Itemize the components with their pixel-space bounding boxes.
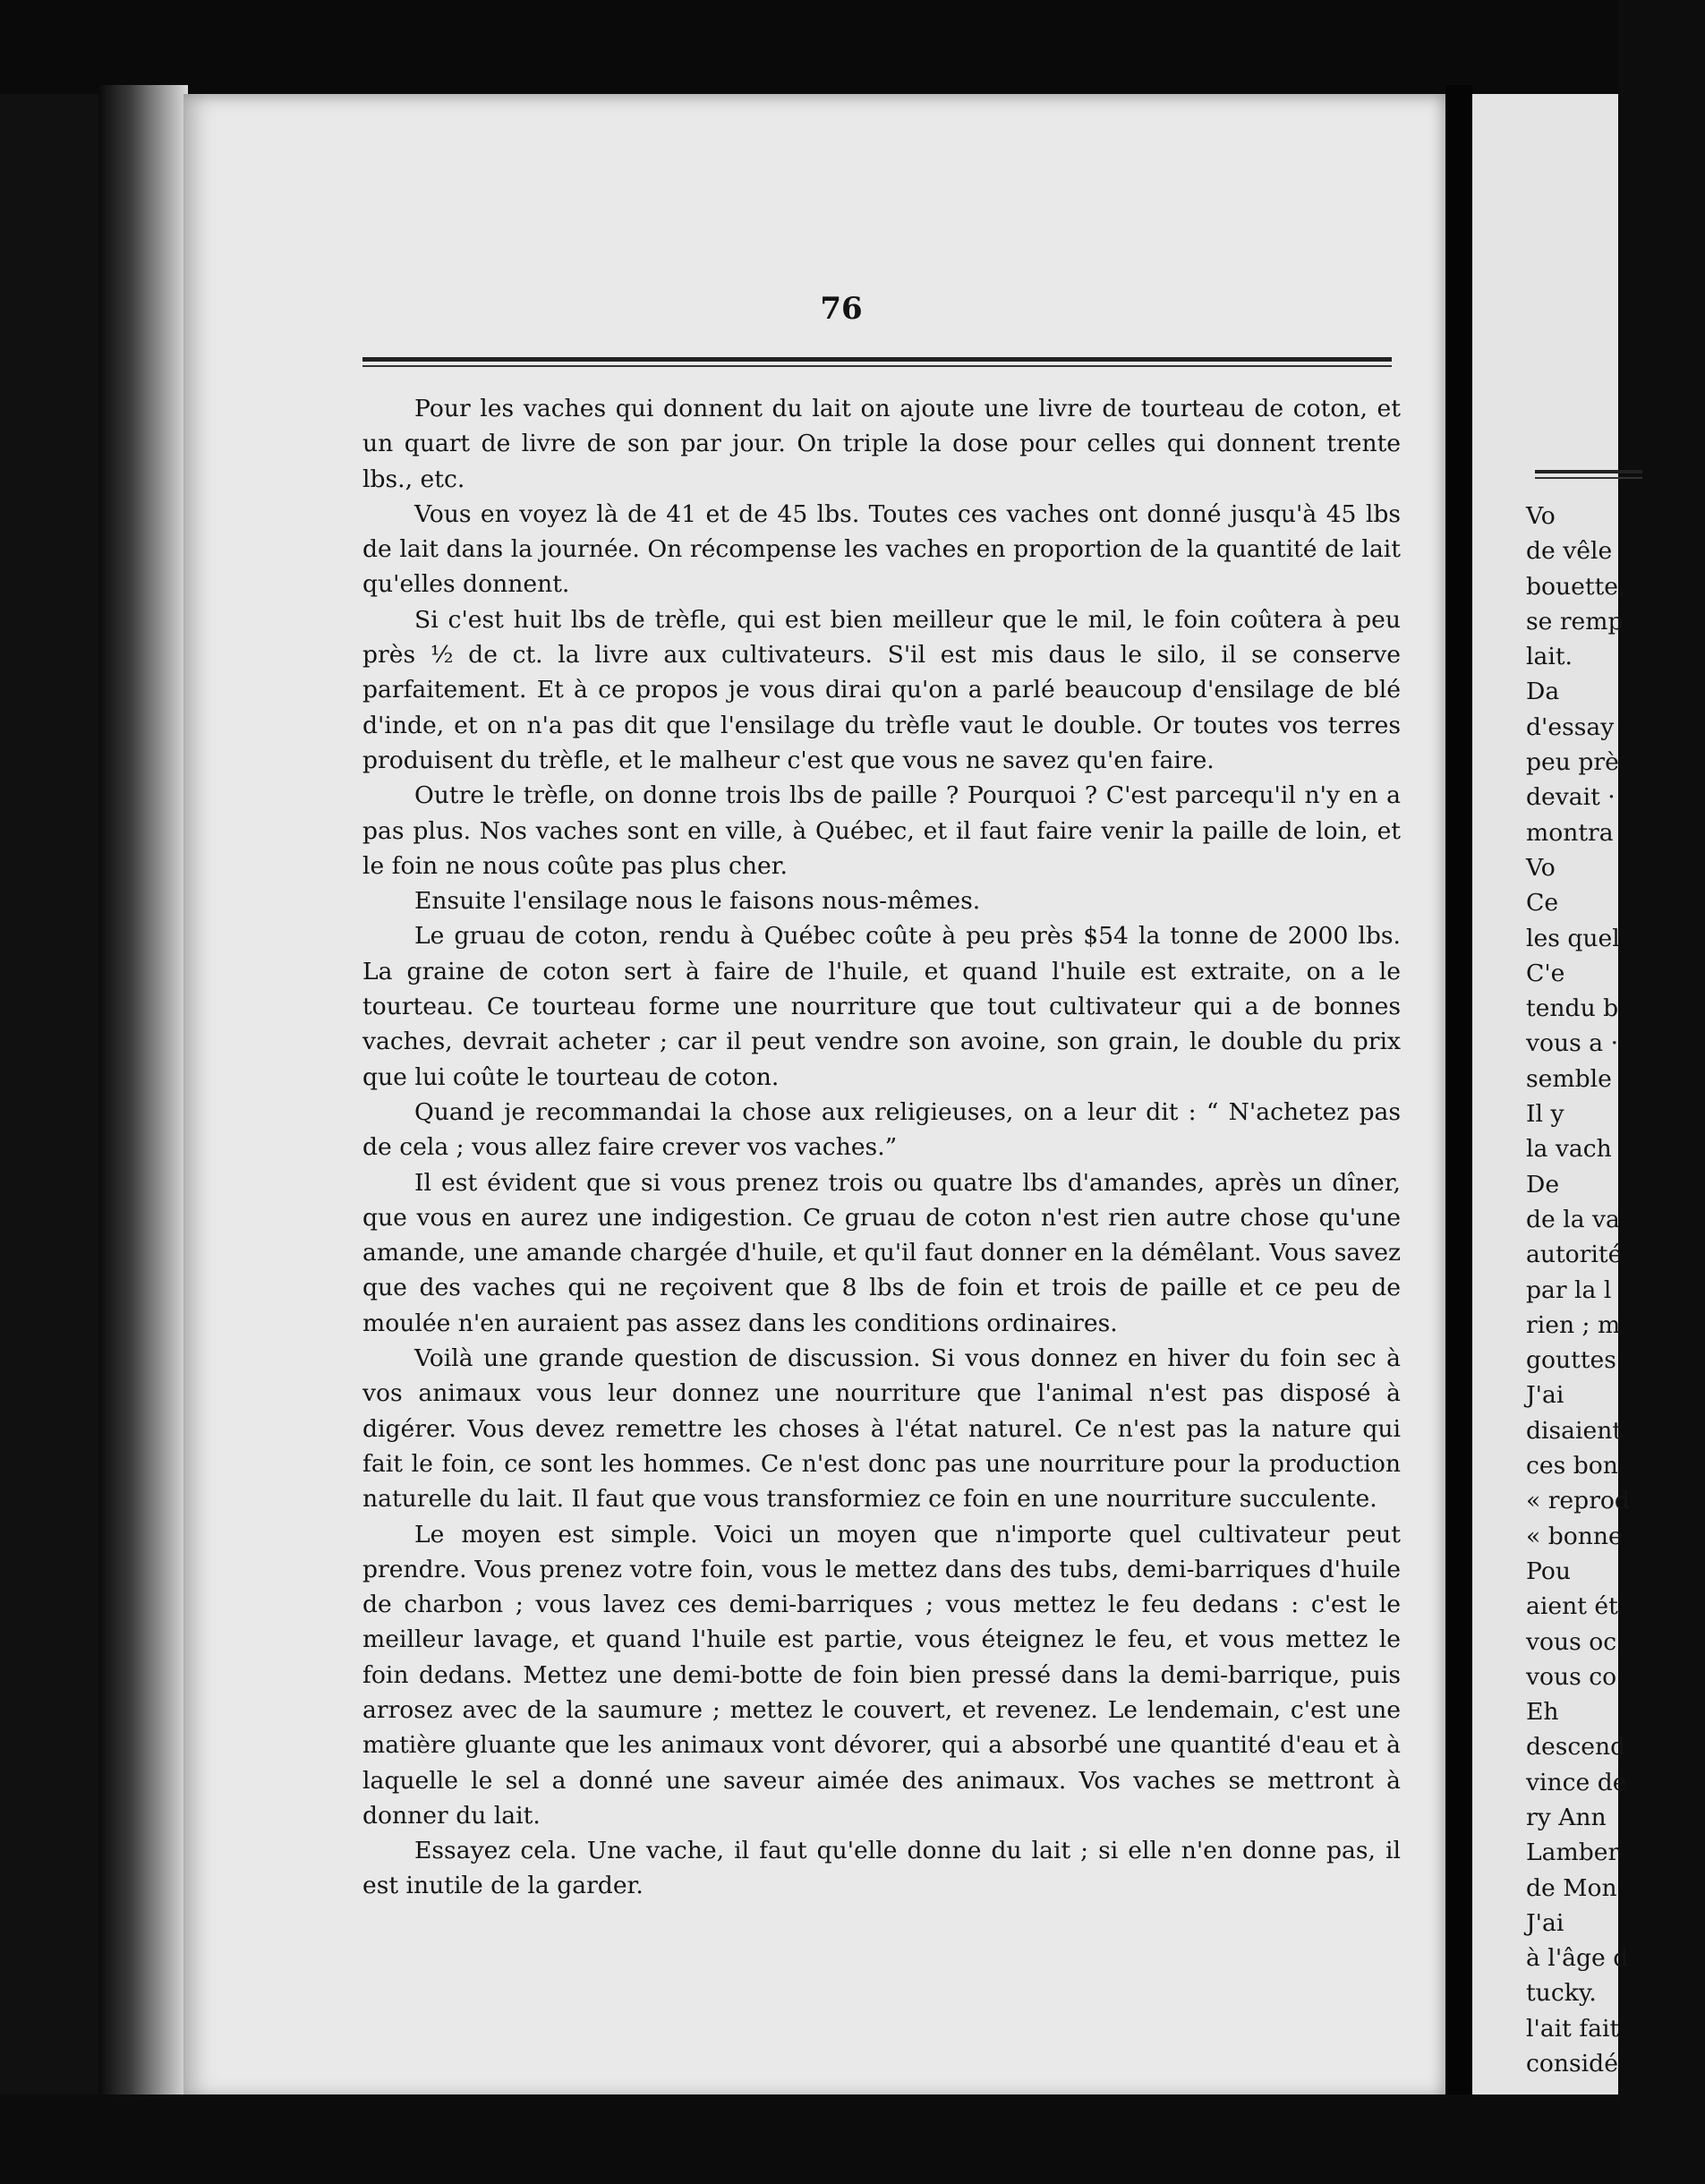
adjacent-line: à l'âge d bbox=[1526, 1944, 1629, 1973]
paragraph: Quand je recommandai la chose aux religieuses, on a leur dit : “ N'achetez pas de cela ; vous allez faire crever vos vaches.” bbox=[362, 1097, 1401, 1162]
adjacent-line: considé bbox=[1526, 2050, 1618, 2078]
page-number: 76 bbox=[820, 291, 863, 327]
adjacent-line: Vo bbox=[1526, 853, 1556, 882]
adjacent-line: bouette, bbox=[1526, 572, 1626, 601]
paragraph: Ensuite l'ensilage nous le faisons nous-mêmes. bbox=[414, 887, 981, 916]
adjacent-line: d'essay bbox=[1526, 712, 1615, 741]
adjacent-line: les quel bbox=[1526, 924, 1620, 952]
adjacent-line: J'ai bbox=[1526, 1908, 1564, 1937]
adjacent-line: vince de bbox=[1526, 1768, 1627, 1796]
paragraph: Il est évident que si vous prenez trois ou quatre lbs d'amandes, après un dîner, que vous en aurez une indigestion. Ce gruau de coton n'est rien autre chose qu'une amande, une amande chargée d'huile, et qu'il faut donner en la démêlant. Vous savez que des vaches qui ne reçoivent que 8 lbs de foin et trois de paille et ce peu de moulée n'en auraient pas assez dans les conditions ordinaires. bbox=[362, 1168, 1401, 1337]
adjacent-line: « bonne bbox=[1526, 1522, 1623, 1550]
scan-top-border bbox=[0, 0, 1618, 94]
adjacent-line: vous oc bbox=[1526, 1627, 1617, 1656]
adjacent-line: l'ait fait bbox=[1526, 2014, 1620, 2043]
book-left-edge bbox=[98, 85, 188, 2099]
adjacent-line: peu prè bbox=[1526, 748, 1619, 777]
adjacent-line: la vach bbox=[1526, 1135, 1612, 1164]
paragraph: Le moyen est simple. Voici un moyen que n'importe quel cultivateur peut prendre. Vous prenez votre foin, vous le mettez dans des tubs, demi-barriques d'huile de charbon ; vous lavez ces demi-barriques ; vous mettez le feu dedans : c'est le meilleur lavage, et quand l'huile est partie, vous éteignez le feu, et vous mettez le foin dedans. Mettez une demi-botte de foin bien pressé dans la demi-barrique, puis arrosez avec de la saumure ; mettez le couvert, et revenez. Le lendemain, c'est une matière gluante que les animaux vont dévorer, qui a absorbé une quantité d'eau et à laquelle le sel a donné une saveur aimée des animaux. Vos vaches se mettront à donner du lait. bbox=[362, 1520, 1401, 1830]
book-page bbox=[183, 94, 1445, 2099]
scan-bottom-border bbox=[0, 2094, 1618, 2184]
adjacent-line: « reprod bbox=[1526, 1487, 1630, 1515]
adjacent-line: ry Ann bbox=[1526, 1803, 1607, 1831]
adjacent-line: lait. bbox=[1526, 643, 1573, 671]
adjacent-page-text bbox=[1526, 499, 1705, 2081]
paragraph: Pour les vaches qui donnent du lait on ajoute une livre de tourteau de coton, et un quart de livre de son par jour. On triple la dose pour celles qui donnent trente lbs., etc. bbox=[362, 395, 1401, 493]
adjacent-line: vous a · bbox=[1526, 1029, 1619, 1058]
adjacent-line: Ce bbox=[1526, 889, 1559, 917]
adjacent-line: se remp bbox=[1526, 607, 1624, 636]
adjacent-line: descend bbox=[1526, 1733, 1626, 1762]
adjacent-line: vous co bbox=[1526, 1662, 1617, 1691]
adjacent-line: Il y bbox=[1526, 1100, 1564, 1129]
book-gutter bbox=[1445, 85, 1472, 2108]
paragraph: Essayez cela. Une vache, il faut qu'elle donne du lait ; si elle n'en donne pas, il est inutile de la garder. bbox=[362, 1837, 1401, 1900]
adjacent-line: gouttes bbox=[1526, 1346, 1616, 1375]
paragraph: Outre le trèfle, on donne trois lbs de paille ? Pourquoi ? C'est parcequ'il n'y en a pas plus. Nos vaches sont en ville, à Québec, et il faut faire venir la paille de loin, et le foin ne nous coûte pas plus cher. bbox=[362, 781, 1401, 880]
adjacent-line: tendu b bbox=[1526, 994, 1619, 1023]
adjacent-line: disaient bbox=[1526, 1416, 1623, 1445]
adjacent-line: montra bbox=[1526, 818, 1614, 847]
adjacent-line: devait · bbox=[1526, 783, 1615, 812]
page-body bbox=[362, 391, 1401, 1904]
adjacent-line: par la l bbox=[1526, 1275, 1612, 1304]
paragraph: Si c'est huit lbs de trèfle, qui est bien meilleur que le mil, le foin coûtera à peu près ½ de ct. la livre aux cultivateurs. S'il est mis daus le silo, il se conserve parfaitement. Et à ce propos je vous dirai qu'on a parlé beaucoup d'ensilage de blé d'inde, et on n'a pas dit que l'ensilage du trèfle vaut le double. Or toutes vos terres produisent du trèfle, et le malheur c'est que vous ne savez qu'en faire. bbox=[362, 605, 1401, 774]
adjacent-line: rien ; m bbox=[1526, 1310, 1621, 1339]
adjacent-header-rule bbox=[1535, 470, 1642, 473]
adjacent-line: autorité bbox=[1526, 1241, 1623, 1269]
paragraph: Vous en voyez là de 41 et de 45 lbs. Toutes ces vaches ont donné jusqu'à 45 lbs de lait dans la journée. On récompense les vaches en proportion de la quantité de lait qu'elles donnent. bbox=[362, 499, 1401, 599]
header-rule bbox=[362, 357, 1392, 362]
adjacent-line: Da bbox=[1526, 678, 1560, 706]
header-rule-thin bbox=[362, 365, 1392, 367]
paragraph: Voilà une grande question de discussion. Si vous donnez en hiver du foin sec à vos animaux vous leur donnez une nourriture que l'animal n'est pas disposé à digérer. Vous devez remettre les choses à l'état naturel. Ce n'est pas la nature qui fait le foin, ce sont les hommes. Ce n'est donc pas une nourriture pour la production naturelle du lait. Il faut que vous transformiez ce foin en une nourriture succulente. bbox=[362, 1344, 1401, 1514]
adjacent-line: Vo bbox=[1526, 502, 1556, 530]
adjacent-line: tucky. bbox=[1526, 1979, 1597, 2008]
adjacent-line: Lamber bbox=[1526, 1838, 1620, 1867]
adjacent-line: de vêle bbox=[1526, 537, 1613, 566]
adjacent-line: de la va bbox=[1526, 1205, 1620, 1233]
adjacent-line: J'ai bbox=[1526, 1381, 1564, 1410]
adjacent-page bbox=[1472, 94, 1630, 2099]
adjacent-line: Pou bbox=[1526, 1557, 1571, 1585]
paragraph: Le gruau de coton, rendu à Québec coûte à peu près $54 la tonne de 2000 lbs. La graine de coton sert à faire de l'huile, et quand l'huile est extraite, on a le tourteau. Ce tourteau forme une nourriture que tout cultivateur qui a de bonnes vaches, devrait acheter ; car il peut vendre son avoine, son grain, le double du prix que lui coûte le tourteau de coton. bbox=[362, 922, 1401, 1091]
adjacent-line: Eh bbox=[1526, 1698, 1559, 1727]
adjacent-line: ces bon bbox=[1526, 1452, 1618, 1480]
adjacent-line: aient ét bbox=[1526, 1592, 1618, 1621]
adjacent-line: De bbox=[1526, 1170, 1560, 1199]
adjacent-line: semble bbox=[1526, 1064, 1612, 1093]
adjacent-header-rule-thin bbox=[1535, 477, 1642, 479]
adjacent-line: C'e bbox=[1526, 959, 1565, 987]
adjacent-line: de Mon bbox=[1526, 1873, 1617, 1902]
